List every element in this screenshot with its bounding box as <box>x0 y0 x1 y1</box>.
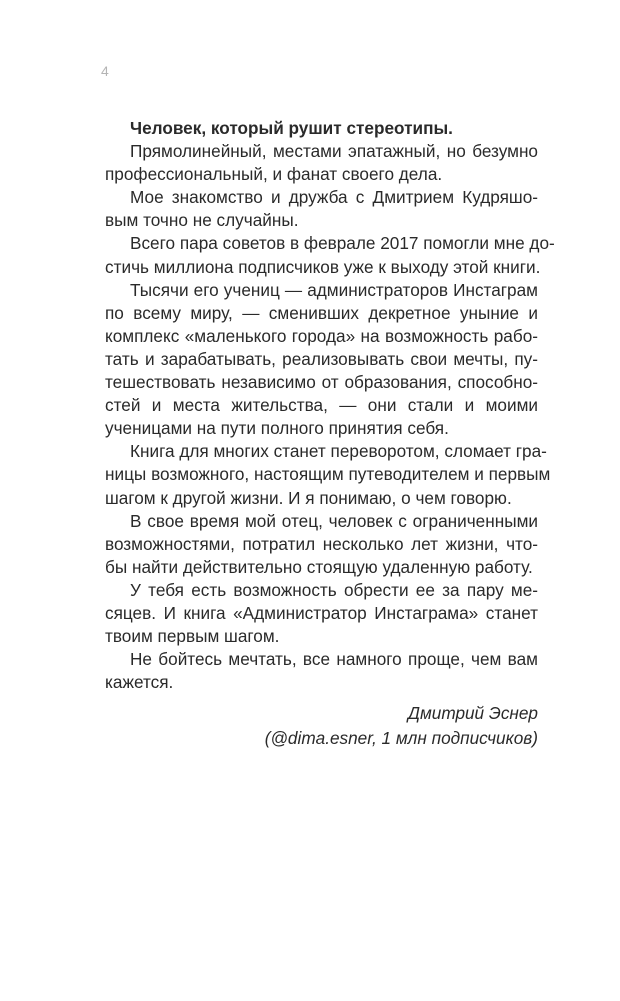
page-number: 4 <box>101 63 109 79</box>
paragraph-line: Книга для многих станет переворотом, сломает гра- <box>130 441 547 462</box>
paragraph-line: шагом к другой жизни. И я понимаю, о чем говорю. <box>105 487 512 508</box>
paragraph-line: тать и зарабатывать, реализовывать свои мечты, пу- <box>105 348 538 369</box>
paragraph-line: стичь миллиона подписчиков уже к выходу этой книги. <box>105 256 541 277</box>
paragraph-line: Не бойтесь мечтать, все намного проще, чем вам <box>130 649 538 670</box>
signature-name: Дмитрий Эснер <box>407 703 538 723</box>
paragraph-line: Всего пара советов в феврале 2017 помогли мне до- <box>130 233 555 254</box>
paragraph-line: тешествовать независимо от образования, способно- <box>105 372 538 393</box>
heading: Человек, который рушит стереотипы. <box>130 118 453 138</box>
paragraph-line: сяцев. И книга «Администратор Инстаграма» станет <box>105 602 538 623</box>
signature-handle: (@dima.esner, 1 млн подписчиков) <box>264 728 538 748</box>
paragraph-line: комплекс «маленького города» на возможность рабо- <box>105 325 538 346</box>
paragraph-line: бы найти действительно стоящую удаленную работу. <box>105 556 533 577</box>
paragraph-line: профессиональный, и фанат своего дела. <box>105 164 443 185</box>
paragraph-line: стей и места жительства, — они стали и моими <box>105 395 538 416</box>
paragraph-line: Мое знакомство и дружба с Дмитрием Кудряшо- <box>130 187 538 208</box>
paragraph-line: Прямолинейный, местами эпатажный, но безумно <box>130 141 538 162</box>
paragraph-line: В свое время мой отец, человек с ограниченными <box>130 510 538 531</box>
paragraph-line: ницы возможного, настоящим путеводителем и первым <box>105 464 551 485</box>
paragraph-line: по всему миру, — сменивших декретное уныние и <box>105 302 538 323</box>
paragraph-line: ученицами на пути полного принятия себя. <box>105 418 449 439</box>
paragraph-line: возможностями, потратил несколько лет жизни, что- <box>105 533 538 554</box>
paragraph-line: вым точно не случайны. <box>105 210 299 231</box>
body-text <box>105 117 555 694</box>
paragraph-line: Тысячи его учениц — администраторов Инстаграм <box>130 279 538 300</box>
paragraph-line: У тебя есть возможность обрести ее за пару ме- <box>130 579 538 600</box>
paragraph-line: твоим первым шагом. <box>105 626 280 647</box>
signature <box>265 701 538 751</box>
paragraph-line: кажется. <box>105 672 174 693</box>
